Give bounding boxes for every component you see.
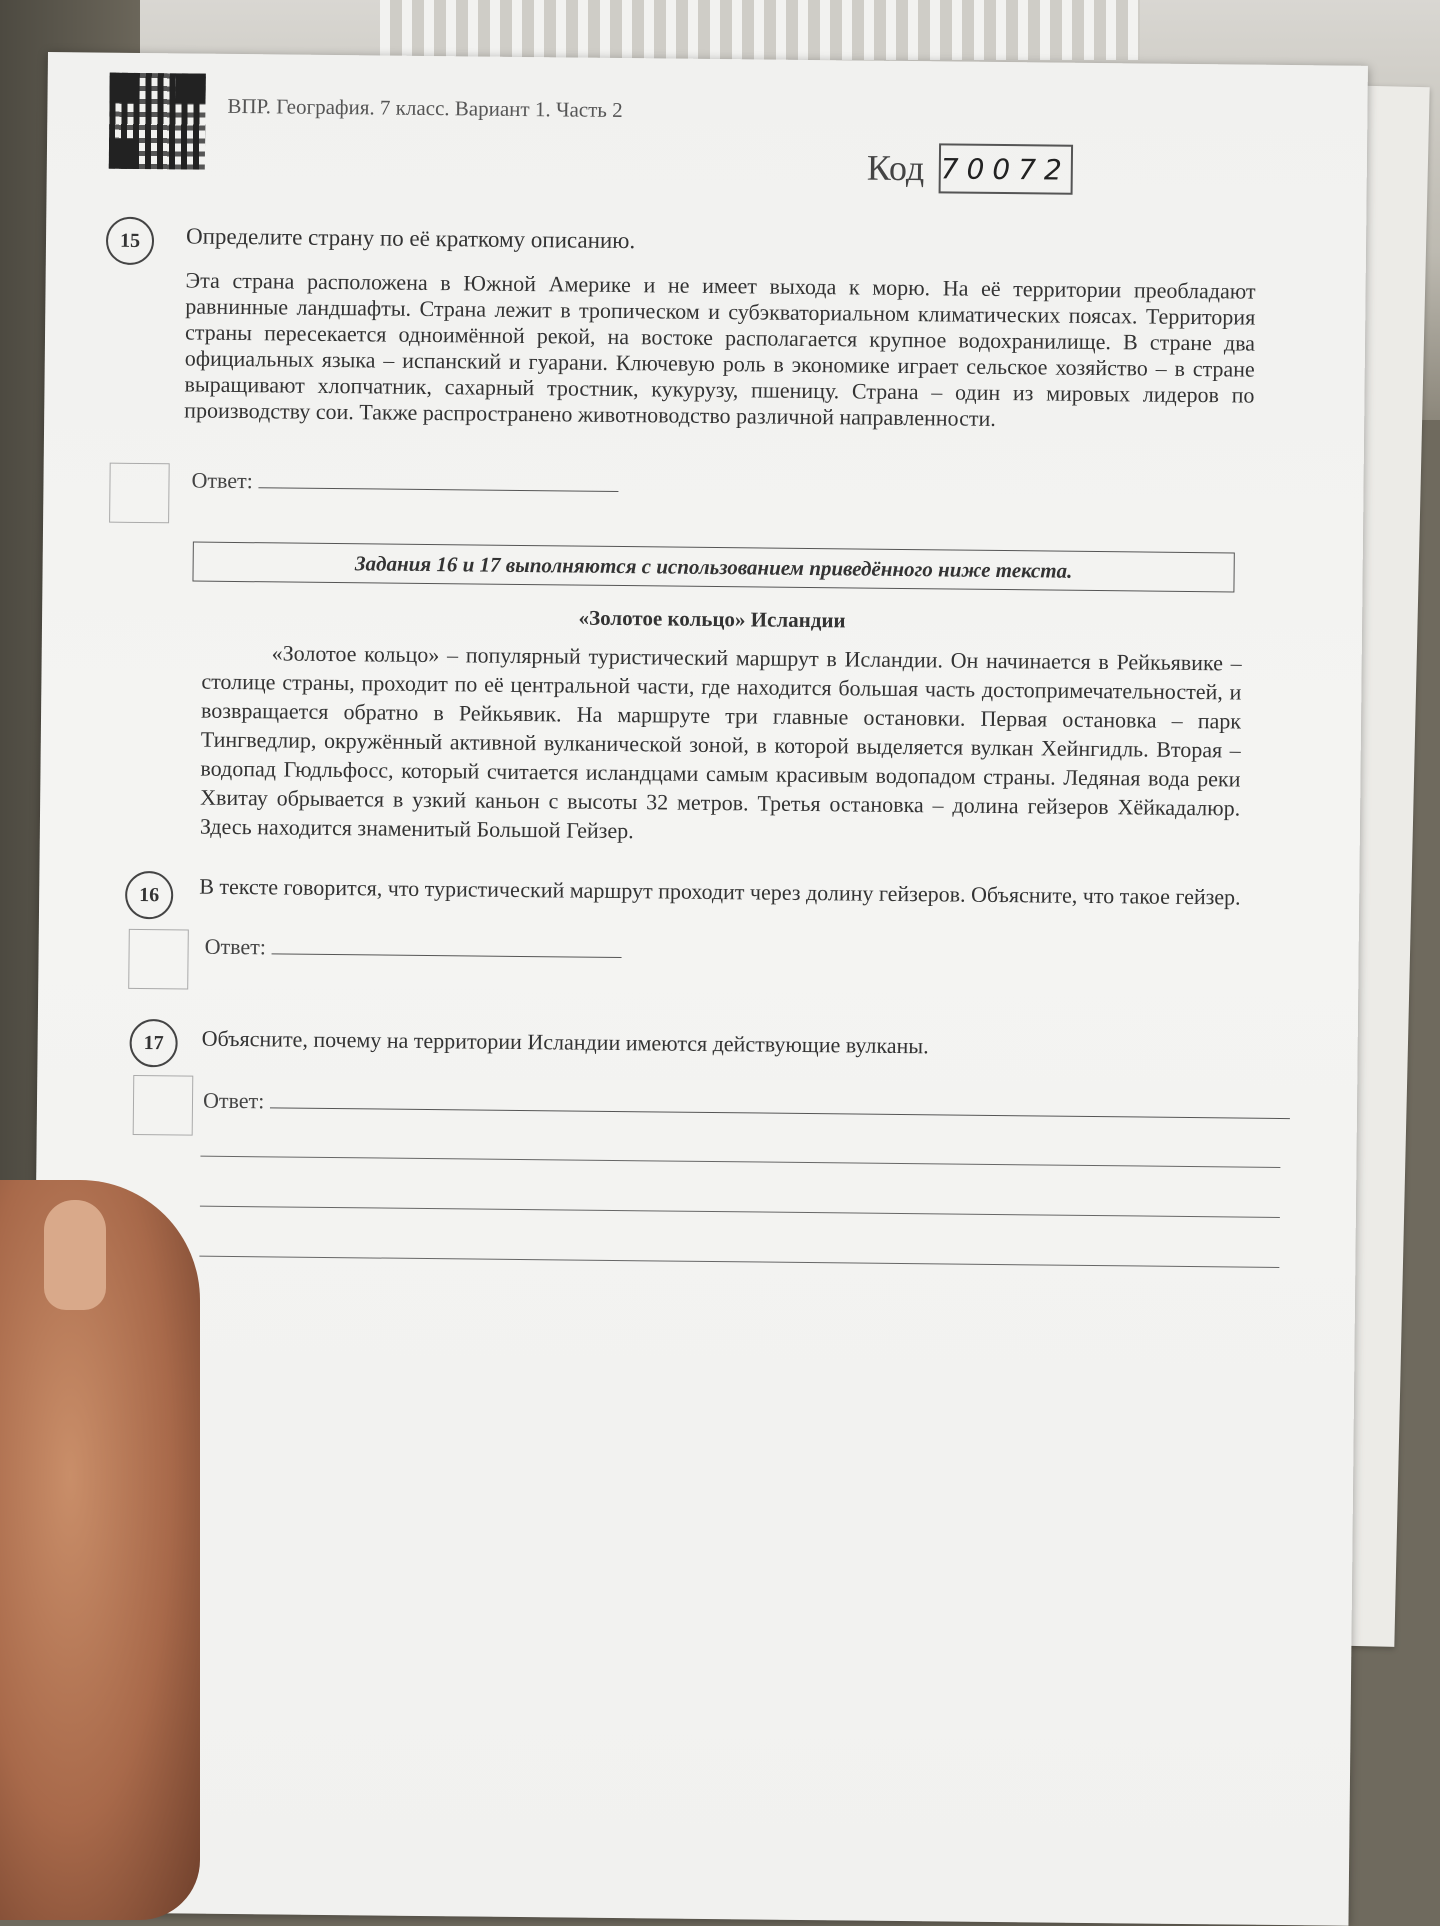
thumb-nail xyxy=(44,1200,106,1310)
task-number-16: 16 xyxy=(125,871,174,920)
task-15-answer[interactable] xyxy=(191,468,619,498)
answer-label: Ответ: xyxy=(204,933,267,960)
answer-label: Ответ: xyxy=(191,467,253,494)
code-label: Код xyxy=(866,147,925,189)
answer-rule xyxy=(270,1106,1290,1119)
score-box-15 xyxy=(109,463,170,524)
score-box-17 xyxy=(133,1075,194,1136)
answer-line-3[interactable] xyxy=(200,1206,1280,1218)
task-17-prompt: Объясните, почему на территории Исландии имеются действующие вулканы. xyxy=(201,1025,929,1059)
answer-line-4[interactable] xyxy=(199,1256,1279,1268)
task-16-prompt: В тексте говорится, что туристический маршрут проходит через долину гейзеров. Объясните, что такое гейзер. xyxy=(199,873,1241,910)
code-field xyxy=(867,143,1073,195)
exam-sheet xyxy=(29,52,1368,1926)
task-number-17: 17 xyxy=(129,1019,178,1067)
task-number-15: 15 xyxy=(106,217,155,266)
task-15-prompt: Определите страну по её краткому описанию. xyxy=(185,223,636,254)
radiator-grille xyxy=(380,0,1140,60)
answer-rule xyxy=(272,952,622,958)
shared-text-banner: Задания 16 и 17 выполняются с использованием приведённого ниже текста. xyxy=(192,542,1234,593)
code-value: 70072 xyxy=(938,143,1073,194)
answer-label: Ответ: xyxy=(202,1087,265,1114)
text-title: «Золотое кольцо» Исландии xyxy=(578,605,846,633)
task-17-answer[interactable] xyxy=(203,1088,1290,1125)
answer-line-2[interactable] xyxy=(200,1156,1280,1168)
text-body: «Золотое кольцо» – популярный туристический маршрут в Исландии. Он начинается в Рейкьявике – столице страны, проходит по её центральной части, где находится большая часть достопримечательностей, и возвращается обратно в Рейкьявик. На маршруте три главные остановки. Первая остановка – парк Тингведлир, окружённый активной вулканической зоной, в которой выделяется вулкан Хейнгидль. Вторая – водопад Гюдльфосс, который считается исландцами самым красивым водопадом страны. Ледяная вода реки Хвитау обрывается в узкий каньон с высоты 32 метров. Третья остановка – долина гейзеров Хёйкадалюр. Здесь находится знаменитый Большой Гейзер. xyxy=(199,640,1242,844)
score-box-16 xyxy=(128,929,189,990)
qr-code-icon xyxy=(109,73,206,170)
answer-rule xyxy=(259,486,619,492)
page-header: ВПР. География. 7 класс. Вариант 1. Часть 2 xyxy=(227,93,623,123)
task-15-description: Эта страна расположена в Южной Америке и не имеет выхода к морю. На её территории преобладают равнинные ландшафты. Страна лежит в тропическом и субэкваториальном климатических поясах. Территория страны пересекается одноимённой рекой, на востоке располагается крупное водохранилище. В стране два официальных языка – испанский и гуарани. Ключевую роль в экономике играет сельское хозяйство – в стране выращивают хлопчатник, сахарный тростник, кукурузу, пшеницу. Страна – один из мировых лидеров по производству сои. Также распространено животноводство различной направленности. xyxy=(184,267,1256,431)
task-16-answer[interactable] xyxy=(205,934,623,964)
